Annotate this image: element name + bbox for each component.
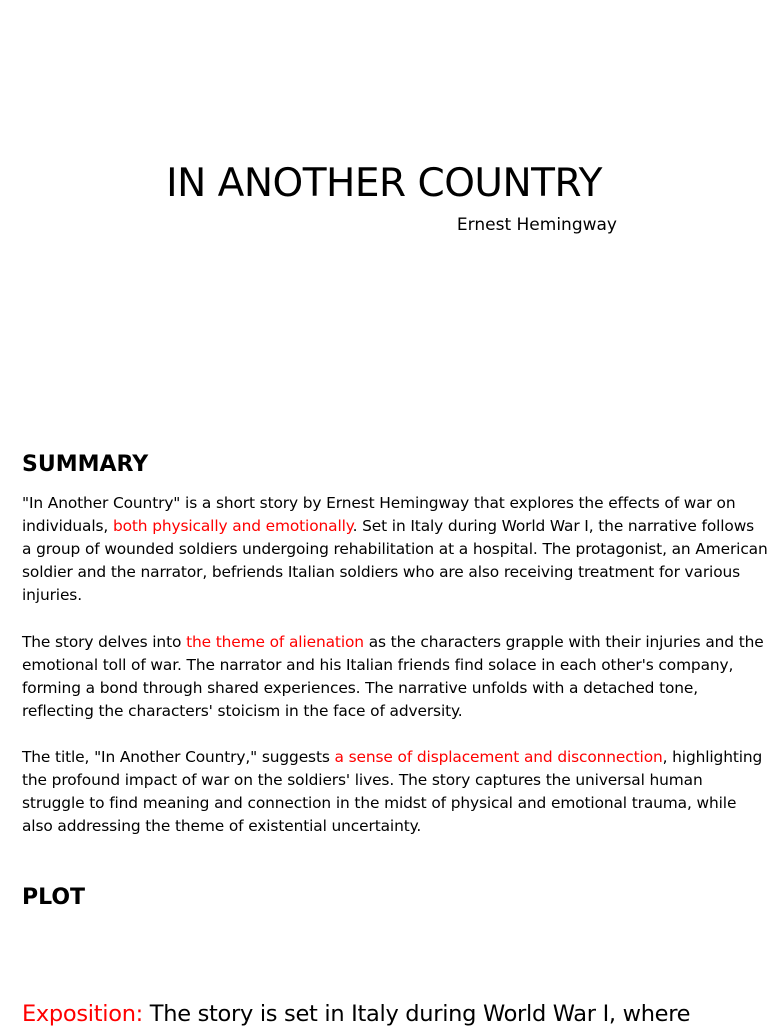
highlighted-phrase: a sense of displacement and disconnection <box>334 748 663 767</box>
exposition-label: Exposition: <box>22 1001 143 1027</box>
summary-paragraph-2 <box>22 631 768 723</box>
paragraph-text: "In Another Country" is a short story by Ernest Hemingway that explores the effects of war on individuals, <box>22 494 736 536</box>
highlighted-phrase: the theme of alienation <box>186 632 364 651</box>
summary-section <box>22 492 768 862</box>
exposition-line <box>22 997 768 1031</box>
exposition-text: The story is set in Italy during World War I, where <box>142 1001 691 1027</box>
document-title: IN ANOTHER COUNTRY <box>166 161 602 206</box>
paragraph-text: as the characters grapple with their injuries and the emotional toll of war. The narrator and his Italian friends find solace in each other's company, forming a bond through shared experiences. The narrative unfolds with a detached tone, reflecting the characters' stoicism in the face of adversity. <box>22 632 764 720</box>
paragraph-text: The title, "In Another Country," suggests <box>22 748 335 767</box>
summary-paragraph-3 <box>22 746 768 838</box>
paragraph-text: The story delves into <box>22 632 187 651</box>
document-author: Ernest Hemingway <box>456 215 617 235</box>
highlighted-phrase: both physically and emotionally <box>112 517 353 536</box>
paragraph-text: . Set in Italy during World War I, the narrative follows a group of wounded soldiers undergoing rehabilitation at a hospital. The protagonist, an American soldier and the narrator, befriends Italian soldiers who are also receiving treatment for various injuries. <box>22 517 768 605</box>
summary-paragraph-1 <box>22 492 768 607</box>
plot-heading: PLOT <box>22 885 86 910</box>
paragraph-text: , highlighting the profound impact of war on the soldiers' lives. The story captures the universal human struggle to find meaning and connection in the midst of physical and emotional trauma, while also addressing the theme of existential uncertainty. <box>22 748 763 836</box>
summary-heading: SUMMARY <box>22 452 149 477</box>
